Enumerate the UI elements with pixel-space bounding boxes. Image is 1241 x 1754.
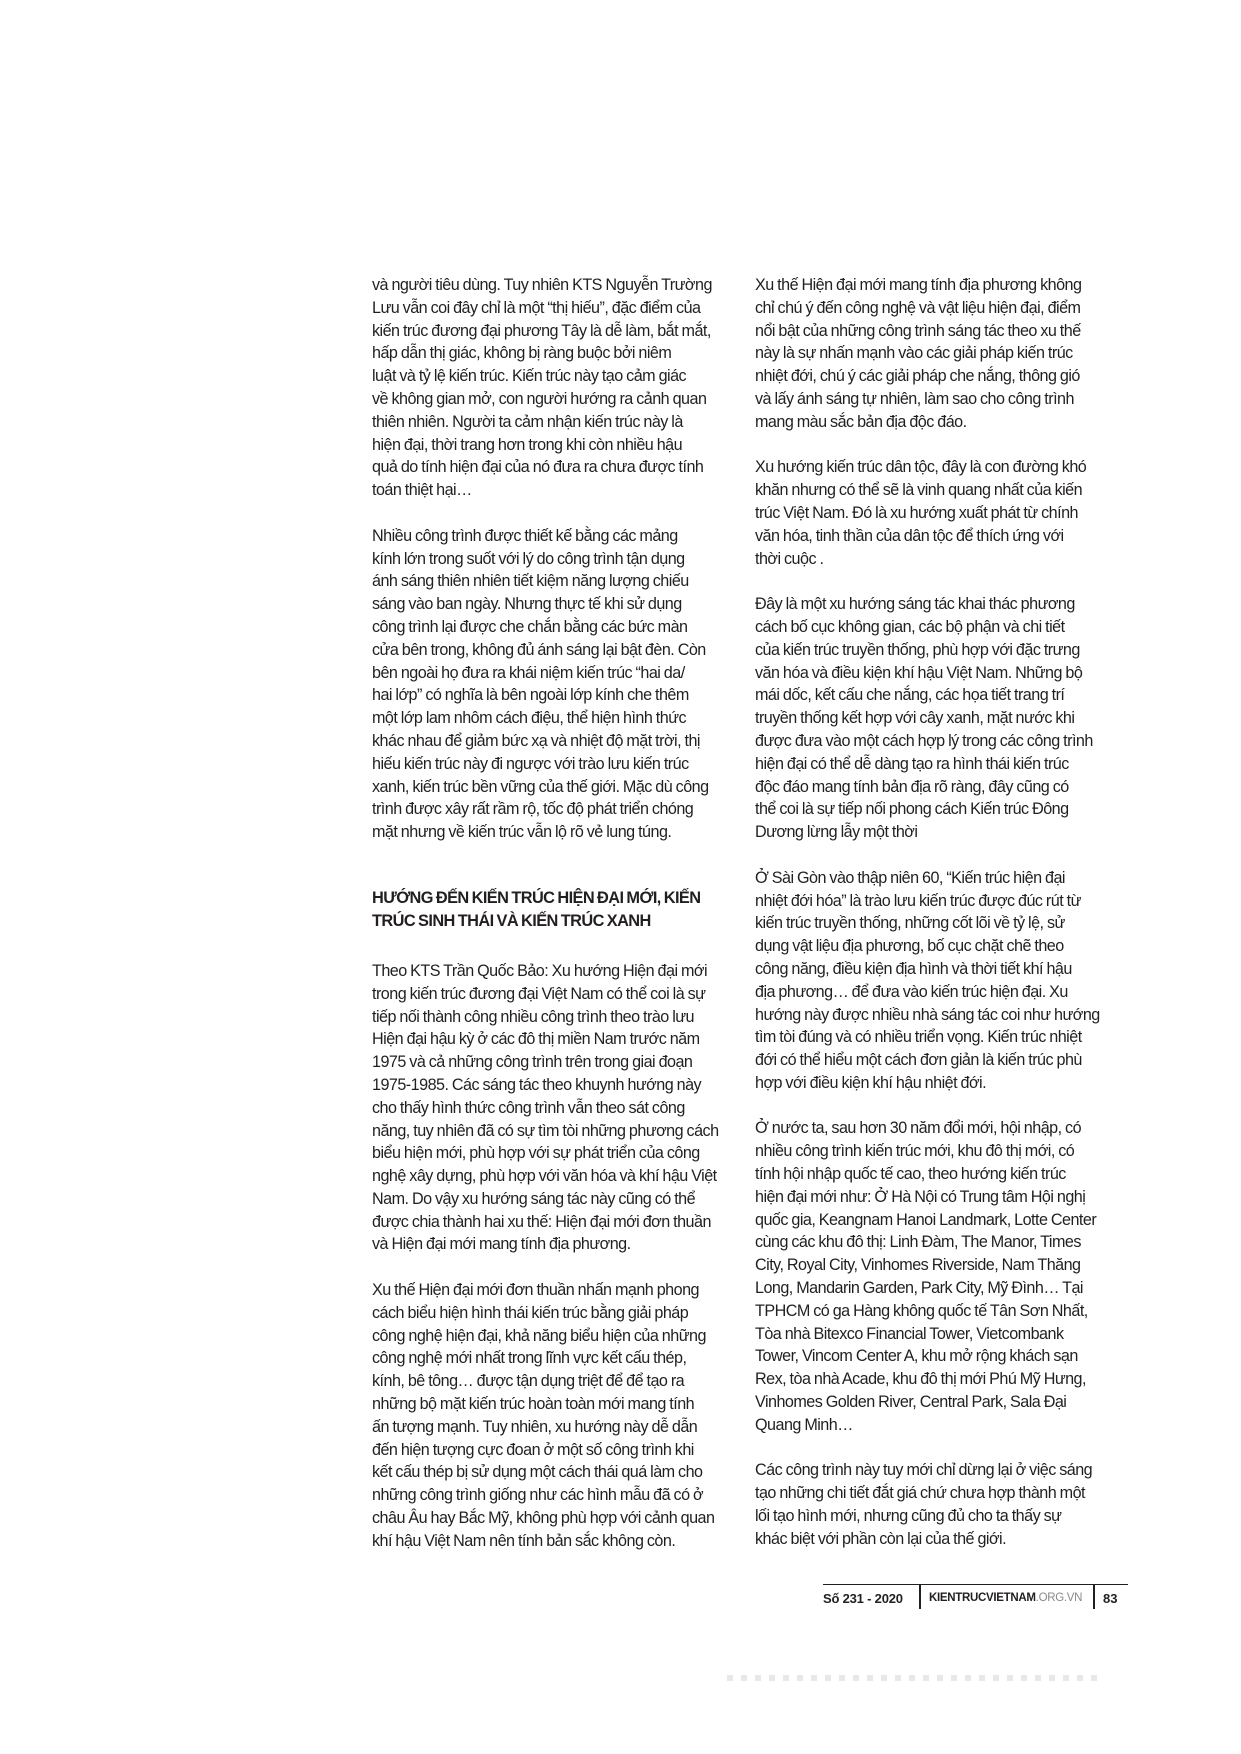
text-line: những bộ mặt kiến trúc hoàn toàn mới mang tính	[372, 1394, 695, 1414]
text-line: hiện đại, thời trang hơn trong khi còn nhiều hậu	[372, 434, 683, 454]
website-domain: .ORG.VN	[1035, 1592, 1083, 1604]
text-line: cách bố cục không gian, các bộ phận và chi tiết	[755, 616, 1065, 636]
text-line: những công trình giống như các hình mẫu đã có ở	[372, 1485, 704, 1505]
paragraph	[755, 274, 1135, 434]
text-line: chỉ chú ý đến công nghệ và vật liệu hiện đại, điểm	[755, 297, 1081, 317]
paragraph	[755, 593, 1135, 844]
text-line: về không gian mở, con người hướng ra cảnh quan	[372, 388, 707, 408]
text-line: châu Âu hay Bắc Mỹ, không phù hợp với cảnh quan	[372, 1508, 715, 1528]
text-line: và lấy ánh sáng tự nhiên, làm sao cho công trình	[755, 388, 1074, 408]
text-line: Vinhomes Golden River, Central Park, Sala Đại	[755, 1392, 1067, 1412]
issue-number: Số 231 - 2020	[823, 1591, 903, 1606]
text-line: luật và tỷ lệ kiến trúc. Kiến trúc này tạo cảm giác	[372, 366, 687, 386]
text-line: văn hóa và điều kiện khí hậu Việt Nam. Những bộ	[755, 662, 1083, 682]
text-line: dụng vật liệu địa phương, bố cục chặt chẽ theo	[755, 936, 1064, 956]
text-line: của kiến trúc truyền thống, phù hợp với đặc trưng	[755, 639, 1080, 659]
text-line: tiếp nối thành công nhiều công trình theo trào lưu	[372, 1006, 695, 1026]
text-line: Tower, Vincom Center A, khu mở rộng khách sạn	[755, 1346, 1078, 1366]
text-line: công nghệ mới nhất trong lĩnh vực kết cấu thép,	[372, 1348, 687, 1368]
text-line: Theo KTS Trần Quốc Bảo: Xu hướng Hiện đại mới	[372, 960, 708, 980]
text-line: trình được xây rất rầm rộ, tốc độ phát triển chóng	[372, 799, 694, 819]
text-line: Long, Mandarin Garden, Park City, Mỹ Đình… Tại	[755, 1278, 1083, 1298]
text-line: kính lớn trong suốt với lý do công trình tận dụng	[372, 548, 685, 568]
cut-off-caption-strip	[727, 1675, 1097, 1681]
text-line: truyền thống kết hợp với cây xanh, mặt nước khi	[755, 708, 1075, 728]
paragraph	[372, 525, 752, 844]
text-line: đến hiện tượng cực đoan ở một số công trình khi	[372, 1439, 694, 1459]
website-bold: KIENTRUCVIETNAM	[929, 1592, 1036, 1604]
text-line: sáng vào ban ngày. Nhưng thực tế khi sử dụng	[372, 594, 682, 614]
text-line: khăn nhưng có thể sẽ là vinh quang nhất của kiến	[755, 480, 1083, 500]
text-line: kính, bê tông… được tận dụng triệt để để tạo ra	[372, 1371, 685, 1391]
text-line: và Hiện đại mới mang tính địa phương.	[372, 1234, 631, 1254]
text-line: cùng các khu đô thị: Linh Đàm, The Manor, Times	[755, 1232, 1081, 1252]
text-line: Nhiều công trình được thiết kế bằng các mảng	[372, 525, 678, 545]
text-line: nhiệt đới, chú ý các giải pháp che nắng, thông gió	[755, 366, 1080, 386]
text-line: nổi bật của những công trình sáng tác theo xu thế	[755, 320, 1081, 340]
text-line: nhiều công trình kiến trúc mới, khu đô thị mới, có	[755, 1141, 1075, 1161]
text-line: được chia thành hai xu thế: Hiện đại mới đơn thuần	[372, 1211, 711, 1231]
paragraph	[372, 274, 752, 502]
text-line: biểu hiện mới, phù hợp với sự phát triển của công	[372, 1143, 700, 1163]
text-line: ánh sáng thiên nhiên tiết kiệm năng lượng chiếu	[372, 571, 689, 591]
text-line: toán thiệt hại…	[372, 480, 472, 500]
text-line: Dương lừng lẫy một thời	[755, 822, 918, 842]
text-line: quả do tính hiện đại của nó đưa ra chưa được tính	[372, 457, 704, 477]
text-line: bên ngoài họ đưa ra khái niệm kiến trúc “hai da/	[372, 662, 685, 682]
paragraph	[755, 456, 1135, 570]
text-line: nghệ xây dựng, phù hợp với văn hóa và khí hậu Việt	[372, 1166, 717, 1186]
text-line: khác nhau để giảm bức xạ và nhiệt độ mặt trời, thị	[372, 730, 700, 750]
text-line: TRÚC SINH THÁI VÀ KIẾN TRÚC XANH	[372, 910, 651, 930]
text-line: khác biệt với phần còn lại của thế giới.	[755, 1528, 1007, 1548]
text-line: mặt nhưng về kiến trúc vẫn lộ rõ vẻ lung túng.	[372, 822, 672, 842]
text-line: cho thấy hình thức công trình vẫn theo sát công	[372, 1097, 685, 1117]
footer-divider	[1093, 1585, 1095, 1609]
paragraph	[755, 1117, 1135, 1436]
text-line: tìm tòi đúng và có nhiều triển vọng. Kiến trúc nhiệt	[755, 1027, 1082, 1047]
text-line: ấn tượng mạnh. Tuy nhiên, xu hướng này dễ dẫn	[372, 1416, 698, 1436]
text-line: năng, tuy nhiên đã có sự tìm tòi những phương cách	[372, 1120, 719, 1140]
text-line: công năng, điều kiện địa hình và thời tiết khí hậu	[755, 958, 1072, 978]
text-line: kiến trúc truyền thống, những cốt lõi về tỷ lệ, sử	[755, 913, 1065, 933]
text-line: Ở nước ta, sau hơn 30 năm đổi mới, hội nhập, có	[755, 1118, 1082, 1138]
text-line: hiện đại có thể dễ dàng tạo ra hình thái kiến trúc	[755, 753, 1069, 773]
text-line: kết cấu thép bị sử dụng một cách thái quá làm cho	[372, 1462, 703, 1482]
text-line: cửa bên trong, không đủ ánh sáng lại bật đèn. Còn	[372, 639, 706, 659]
text-line: 1975 và cả những công trình trên trong giai đoạn	[372, 1052, 693, 1072]
text-line: tính hội nhập quốc tế cao, theo hướng kiến trúc	[755, 1164, 1066, 1184]
left-paragraphs-after	[372, 960, 752, 1553]
text-line: Xu thế Hiện đại mới đơn thuần nhấn mạnh phong	[372, 1280, 699, 1300]
text-line: quốc gia, Keangnam Hanoi Landmark, Lotte Center	[755, 1209, 1097, 1229]
text-line: mang màu sắc bản địa độc đáo.	[755, 411, 967, 431]
paragraph	[372, 1279, 752, 1553]
page-footer	[823, 1584, 1128, 1613]
right-column	[755, 274, 1135, 1573]
text-line: và người tiêu dùng. Tuy nhiên KTS Nguyễn Trường	[372, 275, 712, 294]
text-line: độc đáo mang tính bản địa rõ ràng, đây cũng có	[755, 776, 1069, 796]
text-line: trúc Việt Nam. Đó là xu hướng xuất phát từ chính	[755, 502, 1078, 522]
text-line: TPHCM có ga Hàng không quốc tế Tân Sơn Nhất,	[755, 1300, 1088, 1320]
text-line: Hiện đại hậu kỳ ở các đô thị miền Nam trước năm	[372, 1029, 700, 1049]
text-line: Xu thế Hiện đại mới mang tính địa phương không	[755, 275, 1082, 294]
text-line: Tòa nhà Bitexco Financial Tower, Vietcombank	[755, 1323, 1064, 1343]
text-line: trong kiến trúc đương đại Việt Nam có thể coi là sự	[372, 983, 706, 1003]
text-line: Nam. Do vậy xu hướng sáng tác này cũng có thể	[372, 1188, 696, 1208]
text-line: đới có thể hiểu một cách đơn giản là kiến trúc phù	[755, 1050, 1082, 1070]
text-line: Rex, tòa nhà Acade, khu đô thị mới Phú Mỹ Hưng,	[755, 1369, 1086, 1389]
text-line: được đưa vào một cách hợp lý trong các công trình	[755, 730, 1093, 750]
text-line: hợp với điều kiện khí hậu nhiệt đới.	[755, 1072, 987, 1092]
text-line: hướng này được nhiều nhà sáng tác coi như hướng	[755, 1004, 1100, 1024]
left-paragraphs-before	[372, 274, 752, 844]
section-heading	[372, 886, 752, 932]
text-line: công trình lại được che chắn bằng các bức màn	[372, 616, 688, 636]
text-line: HƯỚNG ĐẾN KIẾN TRÚC HIỆN ĐẠI MỚI, KIẾN	[372, 887, 701, 907]
text-line: xanh, kiến trúc bền vững của thế giới. Mặc dù công	[372, 776, 709, 796]
text-line: hiện đại mới như: Ở Hà Nội có Trung tâm Hội nghị	[755, 1186, 1086, 1206]
text-line: Ở Sài Gòn vào thập niên 60, “Kiến trúc hiện đại	[755, 867, 1065, 887]
text-line: Quang Minh…	[755, 1414, 853, 1434]
footer-divider	[919, 1585, 921, 1609]
text-line: thể coi là sự tiếp nối phong cách Kiến trúc Đông	[755, 799, 1069, 819]
text-line: Đây là một xu hướng sáng tác khai thác phương	[755, 594, 1075, 614]
text-line: hấp dẫn thị giác, không bị ràng buộc bởi niêm	[372, 343, 672, 363]
text-line: thiên nhiên. Người ta cảm nhận kiến trúc này là	[372, 411, 683, 431]
page-number: 83	[1103, 1591, 1118, 1606]
text-line: City, Royal City, Vinhomes Riverside, Nam Thăng	[755, 1255, 1081, 1275]
text-line: công nghệ hiện đại, khả năng biểu hiện của những	[372, 1325, 706, 1345]
text-line: Xu hướng kiến trúc dân tộc, đây là con đường khó	[755, 457, 1087, 477]
text-line: tạo những chi tiết đắt giá chứ chưa hợp thành một	[755, 1483, 1086, 1503]
text-line: văn hóa, tinh thần của dân tộc để thích ứng với	[755, 525, 1064, 545]
paragraph	[755, 867, 1135, 1095]
text-line: cách biểu hiện hình thái kiến trúc bằng giải pháp	[372, 1302, 689, 1322]
text-line: địa phương… để đưa vào kiến trúc hiện đại. Xu	[755, 981, 1068, 1001]
text-line: khí hậu Việt Nam nên tính bản sắc không còn.	[372, 1530, 676, 1550]
text-line: hiếu kiến trúc này đi ngược với trào lưu kiến trúc	[372, 753, 689, 773]
website-label	[929, 1592, 1082, 1604]
text-line: nhiệt đới hóa” là trào lưu kiến trúc được đúc rút từ	[755, 890, 1081, 910]
paragraph	[372, 960, 752, 1256]
text-line: hai lớp” có nghĩa là bên ngoài lớp kính che thêm	[372, 685, 689, 705]
text-line: 1975-1985. Các sáng tác theo khuynh hướng này	[372, 1074, 702, 1094]
text-line: lối tạo hình mới, nhưng cũng đủ cho ta thấy sự	[755, 1506, 1062, 1526]
text-line: Lưu vẫn coi đây chỉ là một “thị hiếu”, đặc điểm của	[372, 297, 701, 317]
text-line: Các công trình này tuy mới chỉ dừng lại ở việc sáng	[755, 1460, 1093, 1480]
text-line: kiến trúc đương đại phương Tây là dễ làm, bắt mắt,	[372, 320, 711, 340]
left-column	[372, 274, 752, 1575]
text-line: này là sự nhấn mạnh vào các giải pháp kiến trúc	[755, 343, 1073, 363]
paragraph	[755, 1459, 1135, 1550]
text-line: mái dốc, kết cấu che nắng, các họa tiết trang trí	[755, 685, 1065, 705]
text-line: một lớp lam nhôm cách điệu, thể hiện hình thức	[372, 708, 687, 728]
text-line: thời cuộc .	[755, 548, 824, 568]
